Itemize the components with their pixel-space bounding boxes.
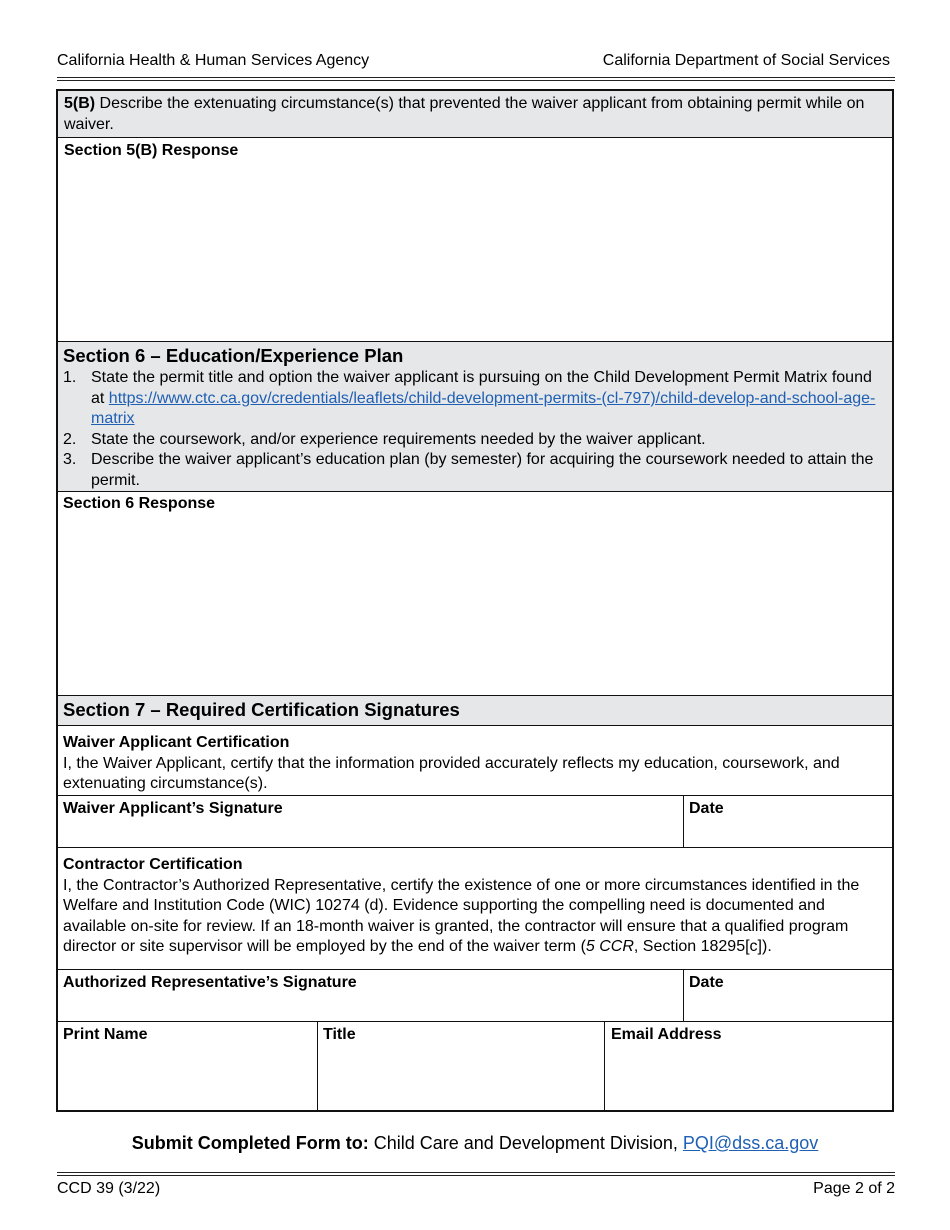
contractor-cert-text: I, the Contractor’s Authorized Representative, certify the existence of one or more circumstances identified in the Welfare and Institution Code (WIC) 10274 (d). Evidence supporting the compelling need is documented and available on-site for review. If an 18-month waiver is granted, the contractor will ensure that a qualified program director or site supervisor will be employed by the end of the waiver term (5 CCR, Section 18295[c]).: [63, 876, 860, 955]
rep-date-label: Date: [689, 974, 724, 991]
applicant-certification: [58, 726, 892, 796]
section-7-title: Section 7 – Required Certification Signatures: [63, 699, 460, 720]
agency-name: California Health & Human Services Agency: [57, 52, 370, 69]
title-label: Title: [323, 1026, 356, 1043]
applicant-date-field[interactable]: [684, 796, 892, 848]
rep-signature-label: Authorized Representative’s Signature: [63, 974, 357, 991]
section-7-header: [58, 696, 892, 726]
rep-date-field[interactable]: [684, 970, 892, 1022]
department-name: California Department of Social Services: [602, 52, 890, 69]
page-footer: [57, 1180, 895, 1200]
print-name-label: Print Name: [63, 1026, 148, 1043]
section-6-response-box[interactable]: [58, 492, 892, 696]
section-5b-prompt: [58, 91, 892, 138]
permit-matrix-link[interactable]: https://www.ctc.ca.gov/credentials/leaflets/child-development-permits-(cl-797)/child-develop-and-school-age-matrix: [91, 389, 876, 427]
section-6-response-label: Section 6 Response: [63, 495, 216, 512]
submit-email-link[interactable]: PQI@dss.ca.gov: [682, 1133, 819, 1153]
section-6-instructions: [58, 342, 892, 492]
form-id: CCD 39 (3/22): [57, 1180, 161, 1197]
list-item: 1. State the permit title and option the waiver applicant is pursuing on the Child Development Permit Matrix found at https://www.ctc.ca.gov/credentials/leaflets/child-development-permits-(cl-797)/child-develop-and-school-age-matrix: [63, 369, 876, 427]
section-5b-prompt-text: Describe the extenuating circumstance(s) that prevented the waiver applicant from obtaining permit while on waiver.: [64, 95, 865, 133]
section-6-list: [63, 368, 887, 491]
page-header: [57, 52, 890, 72]
print-name-field[interactable]: [58, 1022, 318, 1110]
applicant-signature-label: Waiver Applicant’s Signature: [63, 800, 283, 817]
title-field[interactable]: [318, 1022, 605, 1110]
applicant-signature-field[interactable]: [58, 796, 684, 848]
contractor-cert-title: Contractor Certification: [63, 856, 243, 873]
list-item: 2. State the coursework, and/or experience requirements needed by the waiver applicant.: [63, 430, 706, 448]
footer-rule: [57, 1172, 895, 1176]
section-5b-response-box[interactable]: [58, 138, 892, 342]
rep-signature-field[interactable]: [58, 970, 684, 1022]
applicant-cert-title: Waiver Applicant Certification: [63, 734, 290, 751]
list-item: 3. Describe the waiver applicant’s education plan (by semester) for acquiring the coursework needed to attain the permit.: [63, 451, 874, 489]
applicant-cert-text: I, the Waiver Applicant, certify that the information provided accurately reflects my education, coursework, and extenuating circumstance(s).: [63, 754, 840, 792]
section-5b-label: 5(B): [64, 95, 96, 112]
applicant-date-label: Date: [689, 800, 724, 817]
page-number: Page 2 of 2: [813, 1180, 895, 1197]
email-address-label: Email Address: [611, 1026, 722, 1043]
section-6-title: Section 6 – Education/Experience Plan: [63, 345, 404, 366]
submit-instructions: [0, 1133, 950, 1154]
email-address-field[interactable]: [605, 1022, 892, 1110]
section-5b-response-label: Section 5(B) Response: [64, 142, 239, 159]
header-rule: [57, 77, 895, 81]
contractor-certification: [58, 848, 892, 970]
submit-label: Submit Completed Form to:: [131, 1133, 369, 1153]
submit-text: Child Care and Development Division,: [368, 1133, 683, 1153]
